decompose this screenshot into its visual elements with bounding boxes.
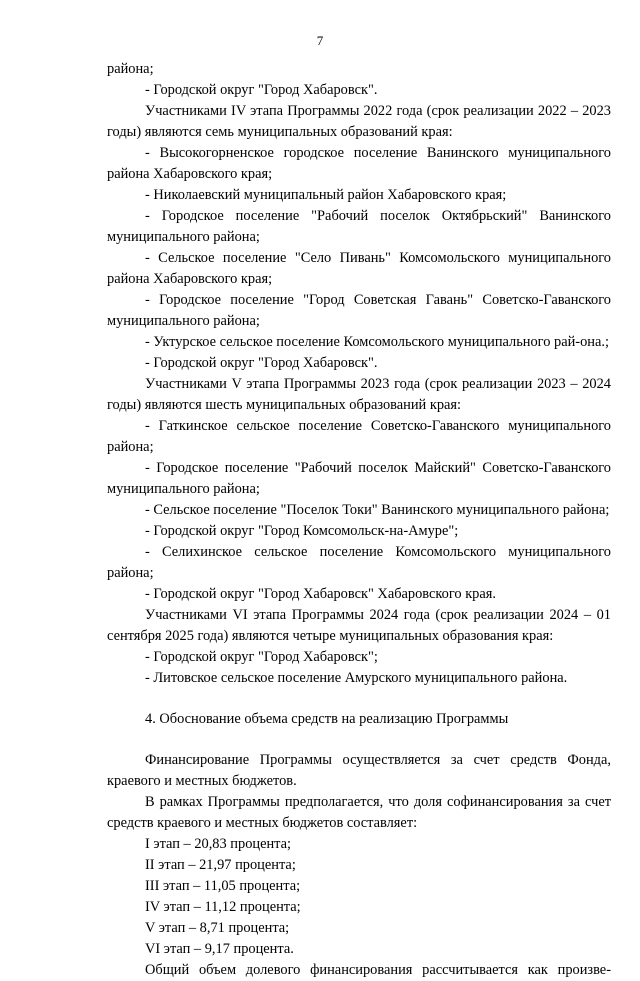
paragraph: района; (107, 61, 154, 77)
paragraph: Участниками V этапа Программы 2023 года (срок реализации 2023 – 2024 годы) являются шесть муниципальных образований края: (107, 376, 611, 413)
list-item: - Гаткинское сельское поселение Советско-Гаванского муниципального района; (107, 418, 611, 455)
document-body (107, 59, 611, 981)
list-item: - Высокогорненское городское поселение Ванинского муниципального района Хабаровского края; (107, 145, 611, 182)
list-item: - Селихинское сельское поселение Комсомольского муниципального района; (107, 544, 611, 581)
section-heading: 4. Обоснование объема средств на реализацию Программы (145, 711, 509, 727)
list-item: - Городской округ "Город Комсомольск-на-Амуре"; (145, 523, 459, 539)
list-item: I этап – 20,83 процента; (145, 836, 292, 852)
list-item: VI этап – 9,17 процента. (145, 941, 294, 957)
list-item: - Сельское поселение "Село Пивань" Комсомольского муниципального района Хабаровского края; (107, 250, 611, 287)
list-item: - Городской округ "Город Хабаровск"; (145, 649, 378, 665)
list-item: - Городское поселение "Рабочий поселок Майский" Советско-Гаванского муниципального района; (107, 460, 611, 497)
list-item: - Уктурское сельское поселение Комсомольского муниципального рай-она.; (145, 334, 609, 350)
list-item: - Городское поселение "Город Советская Гавань" Советско-Гаванского муниципального района; (107, 292, 611, 329)
list-item: II этап – 21,97 процента; (145, 857, 296, 873)
list-item: III этап – 11,05 процента; (145, 878, 301, 894)
list-item: - Литовское сельское поселение Амурского муниципального района. (145, 670, 568, 686)
list-item: V этап – 8,71 процента; (145, 920, 290, 936)
list-item: - Городское поселение "Рабочий поселок Октябрьский" Ванинского муниципального района; (107, 208, 611, 245)
page-number: 7 (316, 33, 324, 48)
paragraph: Участниками VI этапа Программы 2024 года (срок реализации 2024 – 01 сентября 2025 года) являются четыре муниципальных образования края: (107, 607, 611, 644)
list-item: IV этап – 11,12 процента; (145, 899, 301, 915)
paragraph: Финансирование Программы осуществляется за счет средств Фонда, краевого и местных бюджетов. (107, 752, 611, 789)
list-item: - Городской округ "Город Хабаровск". (145, 355, 378, 371)
paragraph: Участниками IV этапа Программы 2022 года (срок реализации 2022 – 2023 годы) являются семь муниципальных образований края: (107, 103, 611, 140)
list-item: - Сельское поселение "Поселок Токи" Ванинского муниципального района; (145, 502, 610, 518)
list-item: - Николаевский муниципальный район Хабаровского края; (145, 187, 507, 203)
list-item: - Городской округ "Город Хабаровск" Хабаровского края. (145, 586, 496, 602)
paragraph: В рамках Программы предполагается, что доля софинансирования за счет средств краевого и местных бюджетов составляет: (107, 794, 611, 831)
paragraph: Общий объем долевого финансирования рассчитывается как произве- (145, 962, 611, 978)
list-item: - Городской округ "Город Хабаровск". (145, 82, 378, 98)
